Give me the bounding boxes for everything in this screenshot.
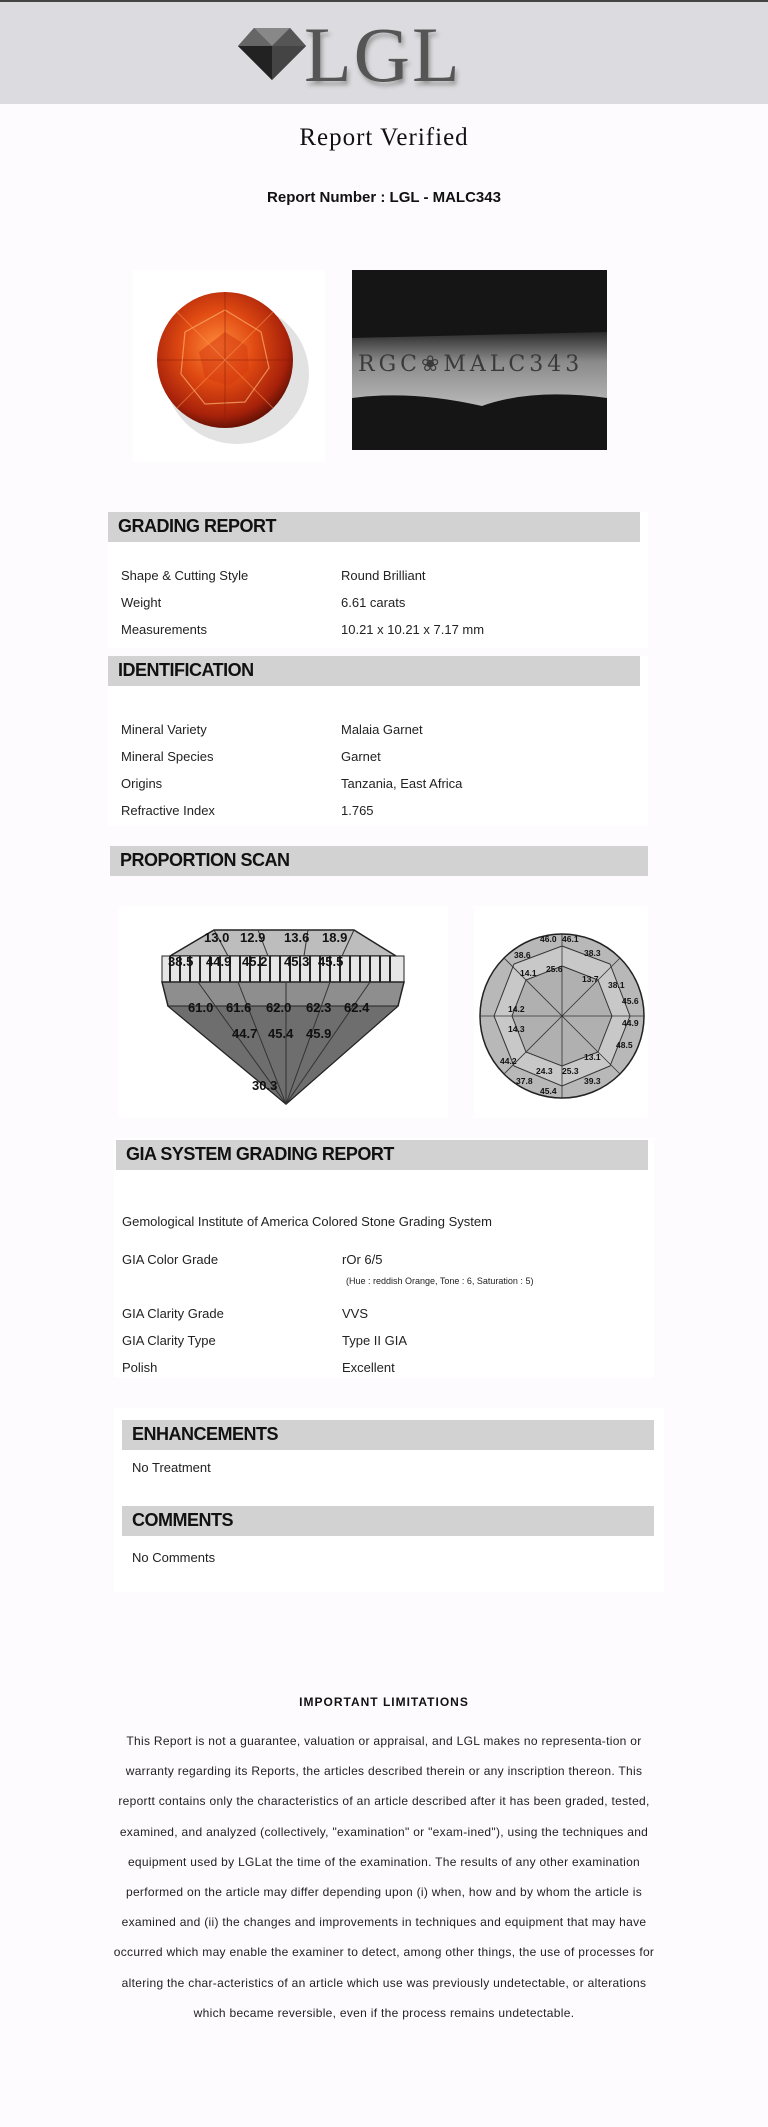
profile-label: 62.4 (344, 1000, 370, 1015)
profile-label: 30.3 (252, 1078, 278, 1093)
top-label: 46.0 (540, 934, 557, 944)
report-number: Report Number : LGL - MALC343 (267, 189, 501, 206)
row-label: Origins (121, 776, 163, 791)
section-title: GIA SYSTEM GRADING REPORT (126, 1144, 394, 1164)
profile-label: 44.9 (206, 954, 232, 969)
top-label: 45.6 (622, 996, 639, 1006)
top-label: 13.7 (582, 974, 599, 984)
top-label: 24.3 (536, 1066, 553, 1076)
enhancements-text: No Treatment (132, 1460, 211, 1475)
row-label: GIA Color Grade (122, 1252, 219, 1267)
row-value: 6.61 carats (341, 595, 406, 610)
top-label: 48.5 (616, 1040, 633, 1050)
top-label: 25.6 (546, 964, 563, 974)
row-label: Mineral Species (121, 749, 214, 764)
gia-header (116, 1140, 648, 1170)
profile-label: 45.9 (306, 1026, 332, 1041)
profile-label: 13.6 (284, 930, 310, 945)
top-label: 13.1 (584, 1052, 601, 1062)
row-value: Tanzania, East Africa (341, 776, 463, 791)
enhancements-header (122, 1420, 654, 1450)
top-label: 38.6 (514, 950, 531, 960)
color-grade-note: (Hue : reddish Orange, Tone : 6, Saturation : 5) (346, 1276, 534, 1286)
profile-label: 12.9 (240, 930, 266, 945)
row-label: GIA Clarity Grade (122, 1306, 224, 1321)
top-label: 39.3 (584, 1076, 601, 1086)
identification-section (108, 656, 648, 826)
top-label: 44.9 (622, 1018, 639, 1028)
gia-section (114, 1138, 654, 1378)
header (0, 2, 768, 104)
row-value: Excellent (342, 1360, 395, 1375)
row-label: Mineral Variety (121, 722, 207, 737)
grading-report-header (108, 512, 640, 542)
profile-label: 45.3 (284, 954, 310, 969)
enhancements-comments-section (114, 1408, 664, 1592)
limitations-heading: IMPORTANT LIMITATIONS (299, 1695, 469, 1709)
row-label: Refractive Index (121, 803, 215, 818)
row-label: Weight (121, 595, 162, 610)
gia-system-name: Gemological Institute of America Colored Stone Grading System (122, 1214, 492, 1229)
profile-label: 45.5 (318, 954, 344, 969)
section-title: GRADING REPORT (118, 516, 277, 536)
diamond-icon (232, 24, 312, 84)
top-label: 45.4 (540, 1086, 557, 1096)
top-label: 38.3 (584, 948, 601, 958)
top-label: 14.2 (508, 1004, 525, 1014)
top-label: 38.1 (608, 980, 625, 990)
logo-text: LGL (304, 11, 462, 98)
comments-header (122, 1506, 654, 1536)
profile-label: 61.6 (226, 1000, 252, 1015)
profile-diagram (118, 906, 448, 1118)
top-label: 14.3 (508, 1024, 525, 1034)
section-title: PROPORTION SCAN (120, 850, 290, 870)
row-label: Shape & Cutting Style (121, 568, 249, 583)
profile-label: 62.0 (266, 1000, 292, 1015)
top-label: 44.2 (500, 1056, 517, 1066)
row-label: Polish (122, 1360, 158, 1375)
identification-header (108, 656, 640, 686)
lgl-logo (232, 11, 492, 98)
profile-label: 45.4 (268, 1026, 294, 1041)
profile-label: 44.7 (232, 1026, 258, 1041)
profile-label: 45.2 (242, 954, 268, 969)
proportion-scan-header (110, 846, 648, 876)
row-value: Type II GIA (342, 1333, 408, 1348)
row-label: Measurements (121, 622, 207, 637)
row-label: GIA Clarity Type (122, 1333, 216, 1348)
row-value: VVS (342, 1306, 369, 1321)
gemstone-photo (133, 270, 325, 462)
inscription-text: RGC❀MALC343 (358, 352, 584, 377)
row-value: 1.765 (341, 803, 374, 818)
row-value: Malaia Garnet (341, 722, 423, 737)
grading-report-section (108, 512, 648, 648)
row-value: 10.21 x 10.21 x 7.17 mm (341, 622, 485, 637)
top-label: 25.3 (562, 1066, 579, 1076)
profile-label: 62.3 (306, 1000, 332, 1015)
page-title: Report Verified (299, 124, 469, 151)
top-label: 46.1 (562, 934, 579, 944)
limitations-text: This Report is not a guarantee, valuation or appraisal, and LGL makes no representa-tion or warranty regarding its Reports, the articles described therein or any inscription thereon. This reportt contains only the characteristics of an article described after it has been graded, tested, examined, and analyzed (collectively, "examination" or "exam-ined"), using the techniques and equipment used by LGLat the time of the examination. The results of any other examination performed on the article may differ depending upon (i) when, how and by whom the article is examined and (ii) the changes and improvements in techniques and equipment that may have occurred which may enable the examiner to detect, among other things, the use of processes for altering the char-acteristics of an article which use was previously undetectable, or alterations which became reversible, even if the process remains undetectable. (113, 1734, 655, 2020)
laser-inscription-image (352, 270, 607, 450)
top-label: 14.1 (520, 968, 537, 978)
profile-label: 18.9 (322, 930, 348, 945)
profile-label: 38.5 (168, 954, 194, 969)
row-value: Garnet (341, 749, 381, 764)
row-value: rOr 6/5 (342, 1252, 383, 1267)
top-label: 37.8 (516, 1076, 533, 1086)
profile-label: 61.0 (188, 1000, 214, 1015)
row-value: Round Brilliant (341, 568, 426, 583)
top-view-diagram (474, 906, 648, 1118)
profile-label: 13.0 (204, 930, 230, 945)
comments-text: No Comments (132, 1550, 216, 1565)
section-title: IDENTIFICATION (118, 660, 254, 680)
section-title: ENHANCEMENTS (132, 1424, 279, 1444)
section-title: COMMENTS (132, 1510, 233, 1530)
